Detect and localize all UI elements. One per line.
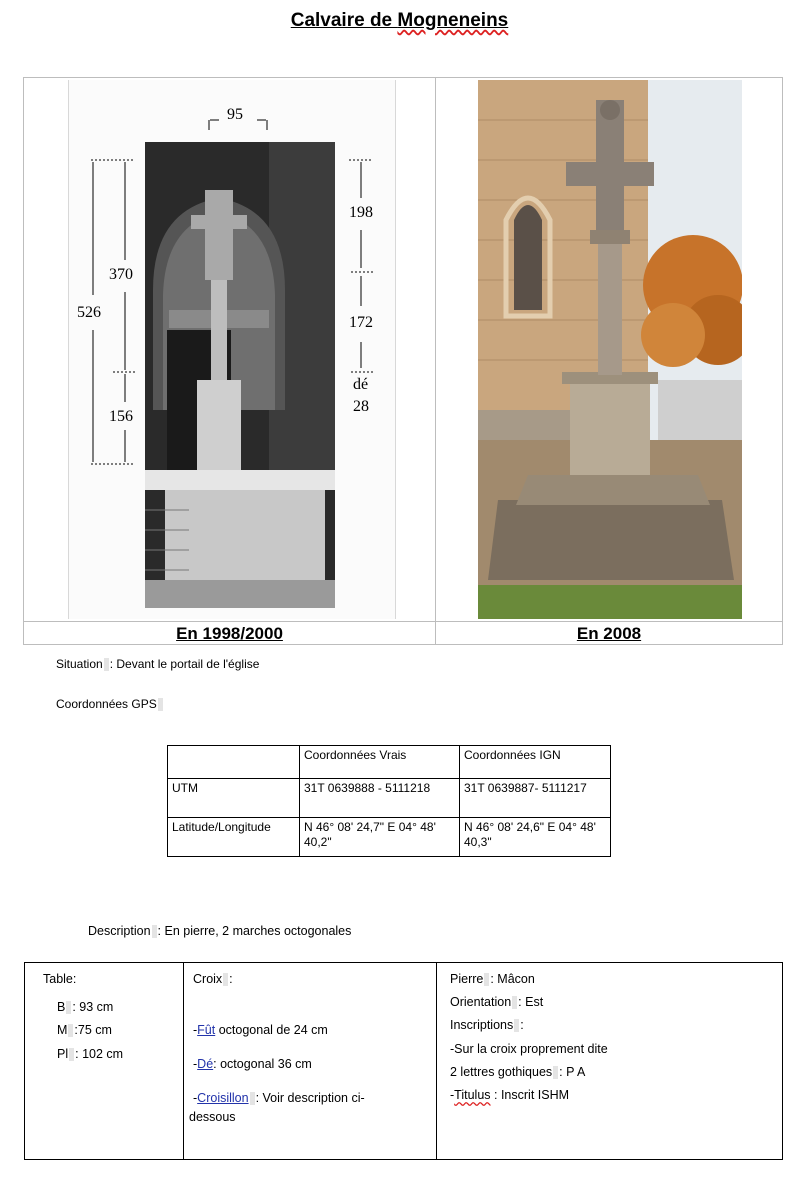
inscription-line: -Sur la croix proprement dite (450, 1042, 608, 1056)
gps-label: Coordonnées GPS (56, 697, 164, 711)
de-link[interactable]: Dé (197, 1057, 214, 1071)
pierre-line: Pierre : Mâcon (450, 972, 535, 986)
inscription-line: 2 lettres gothiques : P A (450, 1065, 586, 1079)
description-line: Description : En pierre, 2 marches octogonales (88, 924, 352, 938)
dim-pl: Pl : 102 cm (57, 1047, 124, 1061)
croisillon-line: -Croisillon : Voir description ci- (193, 1091, 365, 1105)
fut-line: -Fût octogonal de 24 cm (193, 1023, 328, 1037)
croix-label: Croix : (193, 972, 233, 986)
fut-link[interactable]: Fût (197, 1023, 216, 1037)
page-title: Calvaire de Mogneneins (290, 10, 509, 31)
dimension-label: 28 (353, 398, 369, 415)
details-table (24, 962, 783, 1160)
color-photo-2008 (478, 80, 742, 619)
de-line: -Dé: octogonal 36 cm (193, 1057, 312, 1071)
titulus-line: -Titulus : Inscrit ISHM (450, 1088, 570, 1102)
dimension-label: 156 (109, 408, 133, 425)
dimension-label: dé (353, 376, 369, 393)
photo-caption: En 2008 (576, 624, 642, 643)
photo-caption: En 1998/2000 (176, 624, 283, 643)
gps-table: Coordonnées Vrais Coordonnées IGN UTM 31T 0639888 - 5111218 31T 0639887- 5111217 Latitude/Longitude N 46° 08' 24,7" E 04° 48' 40,2" N 46° 08' 24,6" E 04° 48' 40,3" (167, 745, 611, 857)
table-label: Table: (43, 972, 77, 986)
dim-b: B : 93 cm (57, 1000, 114, 1014)
dimension-label: 526 (77, 304, 101, 321)
dimension-label: 198 (349, 204, 373, 221)
situation-line: Situation : Devant le portail de l'église (56, 657, 260, 671)
photo-table (23, 77, 783, 645)
historic-photo-1998 (68, 80, 396, 619)
dim-m: M :75 cm (57, 1023, 112, 1037)
orientation-line: Orientation : Est (450, 995, 544, 1009)
dimension-label: 172 (349, 314, 373, 331)
dimension-label: 370 (109, 266, 133, 283)
croisillon-line-2: dessous (189, 1110, 236, 1124)
dimension-label: 95 (227, 106, 243, 123)
inscriptions-line: Inscriptions : (450, 1018, 524, 1032)
croisillon-link[interactable]: Croisillon (197, 1091, 249, 1105)
